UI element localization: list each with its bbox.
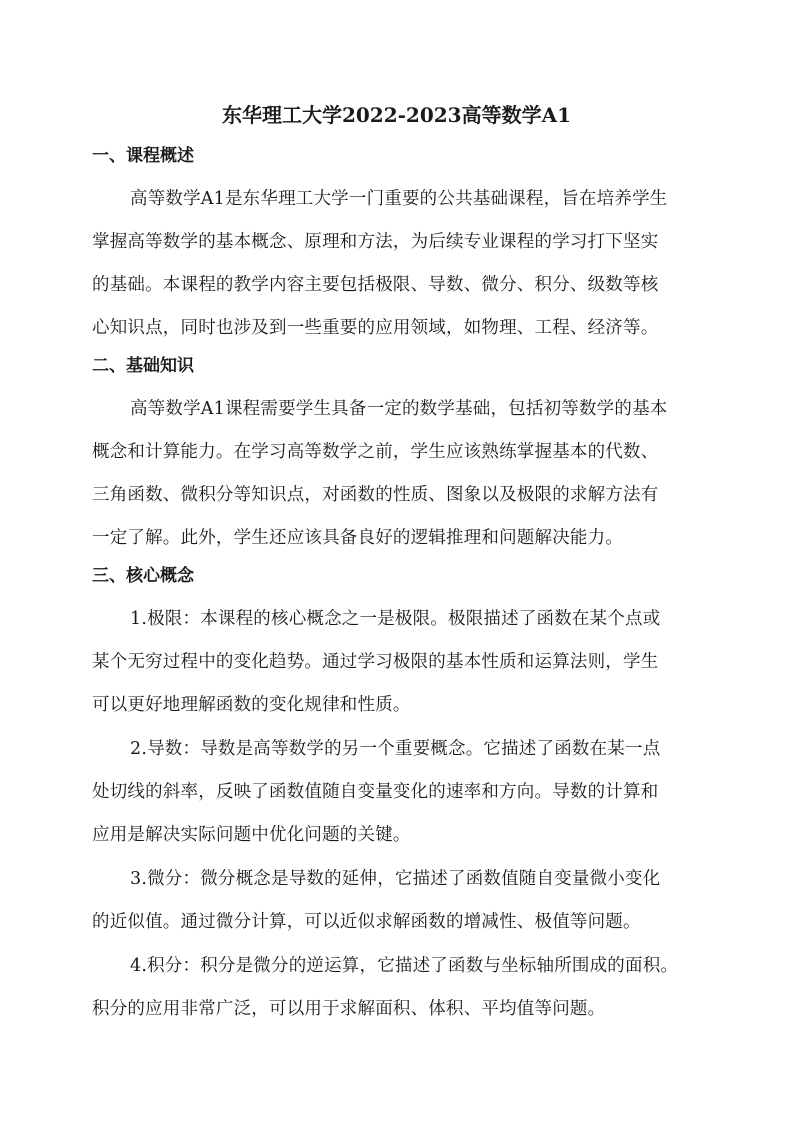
section-heading-course-overview: 一、课程概述 bbox=[92, 146, 194, 166]
paragraph-line: 高等数学A1是东华理工大学一门重要的公共基础课程，旨在培养学生 bbox=[130, 189, 668, 209]
concept-derivative-line: 应用是解决实际问题中优化问题的关键。 bbox=[92, 825, 411, 845]
concept-integral-line: 积分的应用非常广泛，可以用于求解面积、体积、平均值等问题。 bbox=[92, 999, 606, 1019]
paragraph-line: 的基础。本课程的教学内容主要包括极限、导数、微分、积分、级数等核 bbox=[92, 275, 659, 295]
paragraph-line: 心知识点，同时也涉及到一些重要的应用领域，如物理、工程、经济等。 bbox=[92, 318, 659, 338]
paragraph-line: 高等数学A1课程需要学生具备一定的数学基础，包括初等数学的基本 bbox=[130, 399, 668, 419]
section-heading-basic-knowledge: 二、基础知识 bbox=[92, 356, 194, 376]
concept-differential-line: 的近似值。通过微分计算，可以近似求解函数的增减性、极值等问题。 bbox=[92, 912, 641, 932]
concept-integral-line: 4.积分：积分是微分的逆运算，它描述了函数与坐标轴所围成的面积。 bbox=[130, 956, 679, 976]
document-title: 东华理工大学2022-2023高等数学A1 bbox=[221, 103, 572, 127]
paragraph-line: 概念和计算能力。在学习高等数学之前，学生应该熟练掌握基本的代数、 bbox=[92, 442, 659, 462]
concept-limit-line: 某个无穷过程中的变化趋势。通过学习极限的基本性质和运算法则，学生 bbox=[92, 652, 659, 672]
concept-differential-line: 3.微分：微分概念是导数的延伸，它描述了函数值随自变量微小变化 bbox=[130, 869, 661, 889]
concept-derivative-line: 2.导数：导数是高等数学的另一个重要概念。它描述了函数在某一点 bbox=[130, 739, 661, 759]
paragraph-line: 掌握高等数学的基本概念、原理和方法，为后续专业课程的学习打下坚实 bbox=[92, 232, 659, 252]
concept-limit-line: 1.极限：本课程的核心概念之一是极限。极限描述了函数在某个点或 bbox=[130, 609, 661, 629]
concept-limit-line: 可以更好地理解函数的变化规律和性质。 bbox=[92, 695, 411, 715]
paragraph-line: 一定了解。此外，学生还应该具备良好的逻辑推理和问题解决能力。 bbox=[92, 528, 623, 548]
section-heading-core-concepts: 三、核心概念 bbox=[92, 566, 194, 586]
paragraph-line: 三角函数、微积分等知识点，对函数的性质、图象以及极限的求解方法有 bbox=[92, 485, 659, 505]
concept-derivative-line: 处切线的斜率，反映了函数值随自变量变化的速率和方向。导数的计算和 bbox=[92, 782, 659, 802]
